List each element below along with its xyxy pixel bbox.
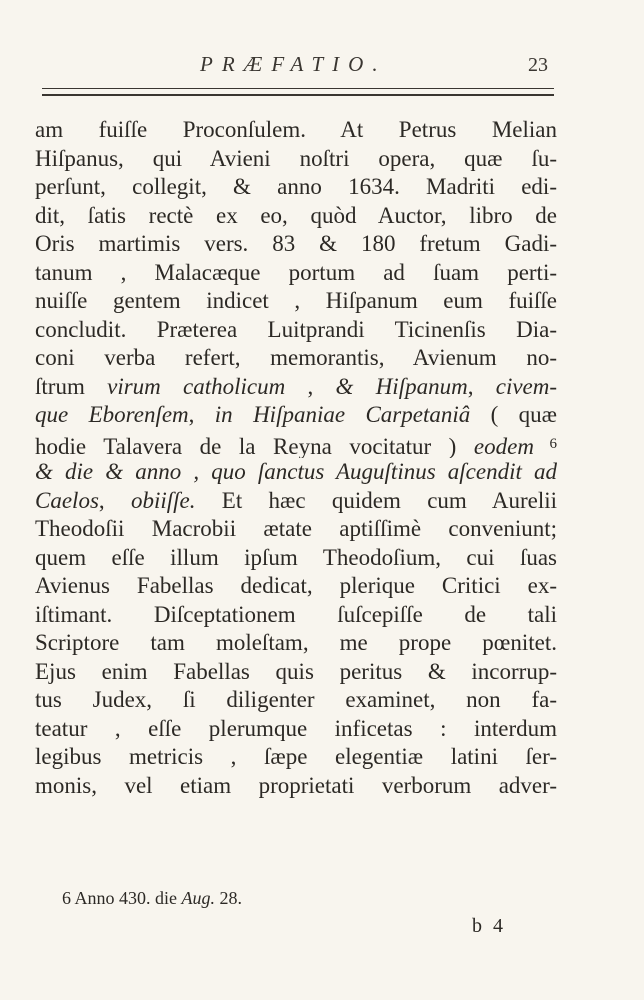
text-segment: iſtimant. Diſceptationem ſuſcepiſſe de tali bbox=[35, 601, 557, 627]
text-segment: Theodoſii Macrobii ætate aptiſſimè conveniunt; bbox=[35, 516, 557, 541]
text-segment: am fuiſſe Proconſulem. At Petrus Melian bbox=[35, 117, 557, 142]
text-segment: perſunt, collegit, & anno 1634. Madriti edi- bbox=[35, 174, 557, 199]
text-line bbox=[35, 145, 557, 174]
text-line bbox=[35, 173, 557, 202]
text-line bbox=[35, 116, 557, 145]
text-segment: tanum , Malacæque portum ad ſuam perti- bbox=[35, 259, 557, 285]
text-segment: coni verba refert, memorantis, Avienum no- bbox=[35, 345, 557, 370]
text-line bbox=[35, 202, 557, 231]
text-segment: tus Judex, ſi diligenter examinet, non fa- bbox=[35, 687, 557, 712]
text-segment: Scriptore tam moleſtam, me prope pœnitet. bbox=[35, 630, 557, 655]
footnote-marker: 6 bbox=[62, 888, 71, 908]
text-segment: , bbox=[285, 373, 336, 399]
page-number: 23 bbox=[528, 54, 548, 76]
text-segment: virum catholicum bbox=[107, 373, 286, 399]
text-segment: civem- bbox=[495, 373, 557, 399]
text-segment: ( quæ bbox=[470, 402, 557, 427]
text-line bbox=[35, 373, 557, 402]
text-line bbox=[35, 772, 557, 801]
footnote-text-end: 28. bbox=[215, 888, 242, 908]
footnote bbox=[62, 888, 242, 909]
text-segment: , bbox=[467, 373, 496, 399]
text-segment: ſtrum bbox=[35, 373, 108, 399]
text-segment: hodie Talavera de la Reyna vocitatur ) bbox=[35, 433, 474, 458]
text-line bbox=[35, 401, 557, 430]
text-segment: concludit. Præterea Luitprandi Ticinenſis Dia- bbox=[35, 316, 557, 342]
text-segment: eodem bbox=[473, 433, 534, 458]
text-line bbox=[35, 629, 557, 658]
footnote-reference: 6 bbox=[533, 435, 557, 452]
text-segment: Hiſpanus, qui Avieni noſtri opera, quæ ſu- bbox=[35, 145, 557, 171]
text-line bbox=[35, 544, 557, 573]
text-line bbox=[35, 686, 557, 715]
text-line bbox=[35, 344, 557, 373]
text-line bbox=[35, 715, 557, 744]
text-segment: que Eborenſem bbox=[35, 402, 189, 427]
footnote-text: Anno 430. die bbox=[71, 888, 182, 908]
text-segment: dit, ſatis rectè ex eo, quòd Auctor, libro de bbox=[35, 202, 557, 228]
running-head: PRÆFATIO. bbox=[200, 52, 387, 76]
text-segment: obiiſſe. bbox=[130, 487, 196, 513]
text-line bbox=[35, 287, 557, 316]
footnote-text-italic: Aug. bbox=[181, 888, 215, 908]
text-segment: Et hæc quidem cum Aurelii bbox=[195, 487, 557, 513]
text-line bbox=[35, 572, 557, 601]
header-rule bbox=[42, 88, 554, 96]
text-segment: monis, vel etiam proprietati verborum adver- bbox=[35, 772, 557, 798]
text-segment: Oris martimis vers. 83 & 180 fretum Gadi- bbox=[35, 231, 557, 256]
text-segment: & Hiſpanum bbox=[335, 373, 468, 399]
text-line bbox=[35, 430, 557, 459]
text-segment: Ejus enim Fabellas quis peritus & incorrup- bbox=[35, 658, 557, 684]
text-segment: legibus metricis , ſæpe elegentiæ latini ſer- bbox=[35, 744, 557, 769]
text-line bbox=[35, 487, 557, 516]
body-text bbox=[35, 116, 557, 800]
text-segment: , bbox=[188, 402, 215, 427]
text-segment: Caelos bbox=[35, 487, 99, 513]
signature-mark: b 4 bbox=[472, 915, 506, 937]
text-line bbox=[35, 515, 557, 544]
text-line bbox=[35, 230, 557, 259]
text-line bbox=[35, 458, 557, 487]
text-segment: nuiſſe gentem indicet , Hiſpanum eum fuiſſe bbox=[35, 288, 557, 313]
text-line bbox=[35, 259, 557, 288]
text-segment: & die & anno , quo ſanctus Auguſtinus aſcendit ad bbox=[35, 459, 557, 484]
text-line bbox=[35, 316, 557, 345]
text-line bbox=[35, 743, 557, 772]
text-line bbox=[35, 658, 557, 687]
text-segment: Avienus Fabellas dedicat, plerique Critici ex- bbox=[35, 573, 557, 598]
text-line bbox=[35, 601, 557, 630]
text-segment: in Hiſpaniae Carpetaniâ bbox=[214, 402, 471, 427]
text-segment: , bbox=[98, 487, 131, 513]
text-segment: quem eſſe illum ipſum Theodoſium, cui ſuas bbox=[35, 544, 557, 570]
text-segment: teatur , eſſe plerumque inficetas : interdum bbox=[35, 715, 557, 741]
